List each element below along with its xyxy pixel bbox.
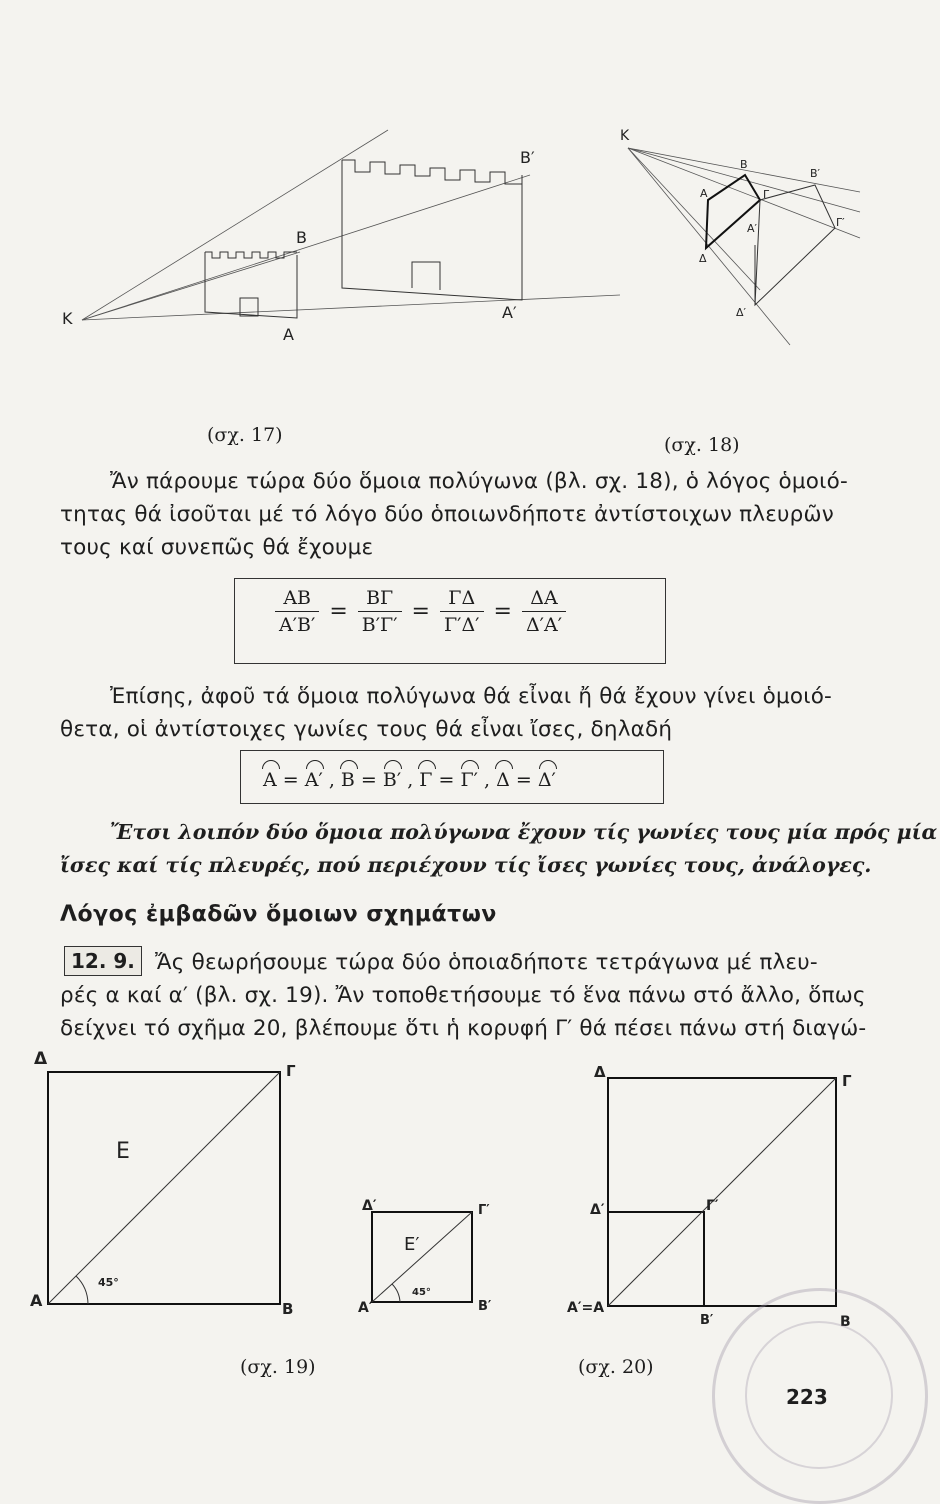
paragraph-equal-angles: Ἐπίσης, ἀφοῦ τά ὅμοια πολύγωνα θά εἶναι ἤ θά ἔχουν γίνει ὁμοιό- θετα, οἱ ἀντίστοιχες γωνίες τους θά εἶναι ἴσες, δηλαδή [60, 684, 833, 742]
fig17-label-A-prime: A′ [502, 303, 517, 322]
fig19-small-A: A′ [358, 1300, 373, 1316]
fig19-big-G: Γ [286, 1062, 296, 1080]
ratio-3: $\frac{\Gamma\Delta}{\Gamma'\Delta'}$ [440, 587, 484, 636]
fig17-caption: (σχ. 17) [207, 424, 283, 446]
fig18-label-K: K [620, 128, 630, 144]
fig19-small-D: Δ′ [362, 1198, 377, 1214]
fig20-label-A: A′=A [567, 1300, 605, 1316]
fig19-big-E: E [116, 1139, 130, 1164]
fig17-label-A: A [283, 325, 294, 344]
fig18-label-D: Δ [699, 252, 707, 265]
ratio-4: $\frac{\Delta A}{\Delta'A'}$ [522, 587, 566, 636]
fig19-big-angle: 45° [98, 1276, 119, 1289]
fig18-label-B: B [740, 158, 748, 171]
fig19-caption: (σχ. 19) [240, 1356, 316, 1378]
fig18-label-G: Γ [763, 188, 770, 201]
ratio-1: $\frac{AB}{A'B'}$ [275, 587, 319, 636]
fig19-big-B: B [282, 1300, 294, 1318]
fig20-label-B-prime: B′ [700, 1313, 714, 1328]
paragraph-squares: Ἄς θεωρήσουμε τώρα δύο ὁποιαδήποτε τετράγωνα μέ πλευ- ρές α καί α′ (βλ. σχ. 19). Ἄν τοποθετήσουμε τό ἕνα πάνω στό ἄλλο, ὅπως δείχνει τό σχῆμα 20, βλέπουμε ὅτι ἡ κορυφή Γ′ θά πέσει πάνω στή διαγώ- [60, 950, 867, 1041]
paragraph-similarity-ratio: Ἄν πάρουμε τώρα δύο ὅμοια πολύγωνα (βλ. σχ. 18), ὁ λόγος ὁμοιό- τητας θά ἰσοῦται μέ τό λόγο δύο ὁποιωνδήποτε ἀντίστοιχων πλευρῶν τους καί συνεπῶς θά ἔχουμε [60, 469, 848, 560]
angles-formula-box: A = A′ , B = B′ , Γ = Γ′ , Δ = Δ′ [240, 750, 664, 804]
fig18-label-B-prime: B′ [810, 167, 821, 180]
fig20-label-B: B [840, 1314, 851, 1330]
fig18-caption: (σχ. 18) [664, 434, 740, 456]
fig19-small-G: Γ′ [478, 1203, 490, 1218]
fig17-label-B-prime: B′ [520, 148, 535, 167]
fig19-small-E: E′ [404, 1234, 420, 1255]
fig18-label-A: A [700, 187, 708, 200]
fig20-caption: (σχ. 20) [578, 1356, 654, 1378]
fig20-label-G-prime: Γ′ [706, 1198, 719, 1214]
fig17-label-B: B [296, 228, 307, 247]
section-heading: Λόγος ἐμβαδῶν ὅμοιων σχημάτων [60, 902, 497, 927]
fig18-label-G-prime: Γ′ [836, 216, 845, 229]
fig19-big-A: A [30, 1291, 43, 1310]
section-number: 12. 9. [64, 946, 142, 976]
ratio-formula-box: $\frac{AB}{A'B'}$ = $\frac{B\Gamma}{B'\Gamma'}$ = $\frac{\Gamma\Delta}{\Gamma'\Delta'}$ = $\frac{\Delta A}{\Delta'A'}$ [234, 578, 666, 664]
fig20-label-D: Δ [594, 1063, 606, 1081]
fig19-small-B: B′ [478, 1299, 492, 1314]
fig20-label-D-prime: Δ′ [590, 1202, 605, 1218]
fig19-big-D: Δ [34, 1049, 48, 1069]
fig20-label-G: Γ [842, 1072, 852, 1090]
page-number: 223 [786, 1385, 828, 1409]
fig18-label-D-prime: Δ′ [736, 306, 747, 319]
ratio-2: $\frac{B\Gamma}{B'\Gamma'}$ [358, 587, 402, 636]
paragraph-conclusion: Ἔτσι λοιπόν δύο ὅμοια πολύγωνα ἔχουν τίς γωνίες τους μία πρός μία ἴσες καί τίς πλευρές, πού περιέχουν τίς ἴσες γωνίες τους, ἀνάλογες. [60, 820, 938, 877]
fig17-label-K: K [62, 309, 73, 328]
fig18-label-A-prime: A′ [747, 222, 758, 235]
fig19-small-angle: 45° [412, 1287, 431, 1298]
